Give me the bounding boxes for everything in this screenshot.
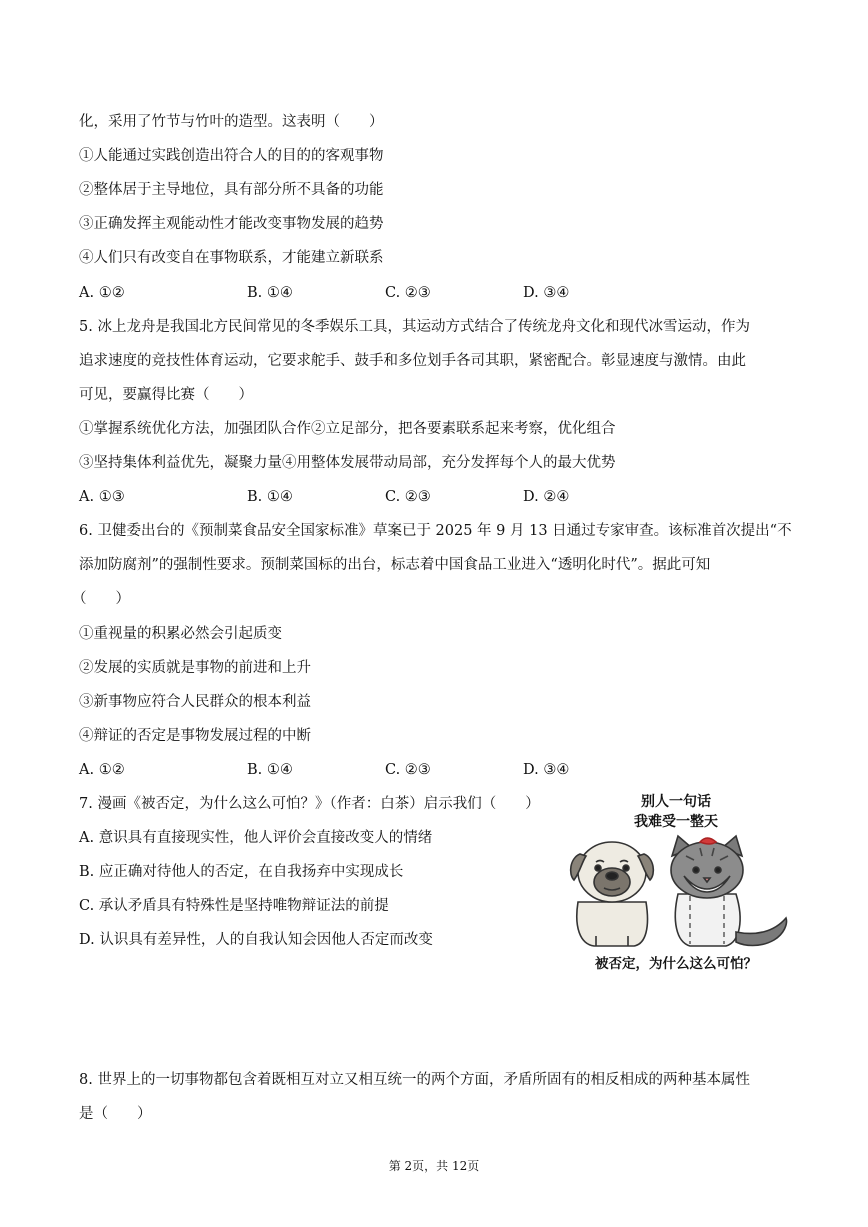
cartoon-caption-top-2: 我难受一整天 [634,814,718,830]
q4-option-c: C. ②③ [385,285,431,301]
pug-icon [571,842,654,946]
q4-item-4: ④人们只有改变自在事物联系，才能建立新联系 [79,250,384,266]
cartoon-drawing [560,832,792,954]
q4-stem: 化，采用了竹节与竹叶的造型。这表明（ ） [79,114,384,130]
q6-option-a: A. ①② [79,762,125,778]
q5-stem-line-1: 5. 冰上龙舟是我国北方民间常见的冬季娱乐工具，其运动方式结合了传统龙舟文化和现代冰雪运动，作为 [79,319,750,335]
q6-stem-line-3: （ ） [72,591,130,607]
q6-item-4: ④辩证的否定是事物发展过程的中断 [79,728,311,744]
q8-stem-line-2: 是（ ） [79,1106,152,1122]
q5-option-c: C. ②③ [385,489,431,505]
cartoon-illustration [560,788,792,980]
q6-option-b: B. ①④ [247,762,293,778]
q5-stem-line-2: 追求速度的竞技性体育运动，它要求舵手、鼓手和多位划手各司其职，紧密配合。彰显速度与激情。由此 [79,353,746,369]
q6-stem-line-1: 6. 卫健委出台的《预制菜食品安全国家标准》草案已于 2025 年 9 月 13 日通过专家审查。该标准首次提出“不 [79,523,792,539]
q5-option-d: D. ②④ [523,489,570,505]
q7-option-c: C. 承认矛盾具有特殊性是坚持唯物辩证法的前提 [79,898,389,914]
q4-option-d: D. ③④ [523,285,570,301]
q4-item-2: ②整体居于主导地位，具有部分所不具备的功能 [79,182,384,198]
q6-item-1: ①重视量的积累必然会引起质变 [79,626,282,642]
q5-stem-line-3: 可见，要赢得比赛（ ） [79,387,253,403]
q6-item-3: ③新事物应符合人民群众的根本利益 [79,694,311,710]
q7-option-b: B. 应正确对待他人的否定，在自我扬弃中实现成长 [79,864,404,880]
q7-stem: 7. 漫画《被否定，为什么这么可怕？》（作者：白茶）启示我们（ ） [79,796,540,812]
q5-option-b: B. ①④ [247,489,293,505]
cartoon-caption-bottom: 被否定，为什么这么可怕？ [595,956,757,972]
q7-option-a: A. 意识具有直接现实性，他人评价会直接改变人的情绪 [79,830,433,846]
q8-stem-line-1: 8. 世界上的一切事物都包含着既相互对立又相互统一的两个方面，矛盾所固有的相反相成的两种基本属性 [79,1072,750,1088]
q6-option-d: D. ③④ [523,762,570,778]
q6-stem-line-2: 添加防腐剂”的强制性要求。预制菜国标的出台，标志着中国食品工业进入“透明化时代”。据此可知 [79,557,711,573]
q4-option-b: B. ①④ [247,285,293,301]
q5-item-line-1: ①掌握系统优化方法，加强团队合作②立足部分，把各要素联系起来考察，优化组合 [79,421,616,437]
q4-item-3: ③正确发挥主观能动性才能改变事物发展的趋势 [79,216,384,232]
q7-option-d: D. 认识具有差异性，人的自我认知会因他人否定而改变 [79,932,433,948]
q6-item-2: ②发展的实质就是事物的前进和上升 [79,660,311,676]
page-footer: 第 2页，共 12页 [388,1159,480,1173]
cat-icon [671,836,787,946]
q4-option-a: A. ①② [79,285,125,301]
q5-item-line-2: ③坚持集体利益优先，凝聚力量④用整体发展带动局部，充分发挥每个人的最大优势 [79,455,616,471]
q6-option-c: C. ②③ [385,762,431,778]
q4-item-1: ①人能通过实践创造出符合人的目的的客观事物 [79,148,384,164]
cartoon-caption-top-1: 别人一句话 [641,794,711,810]
q5-option-a: A. ①③ [79,489,125,505]
